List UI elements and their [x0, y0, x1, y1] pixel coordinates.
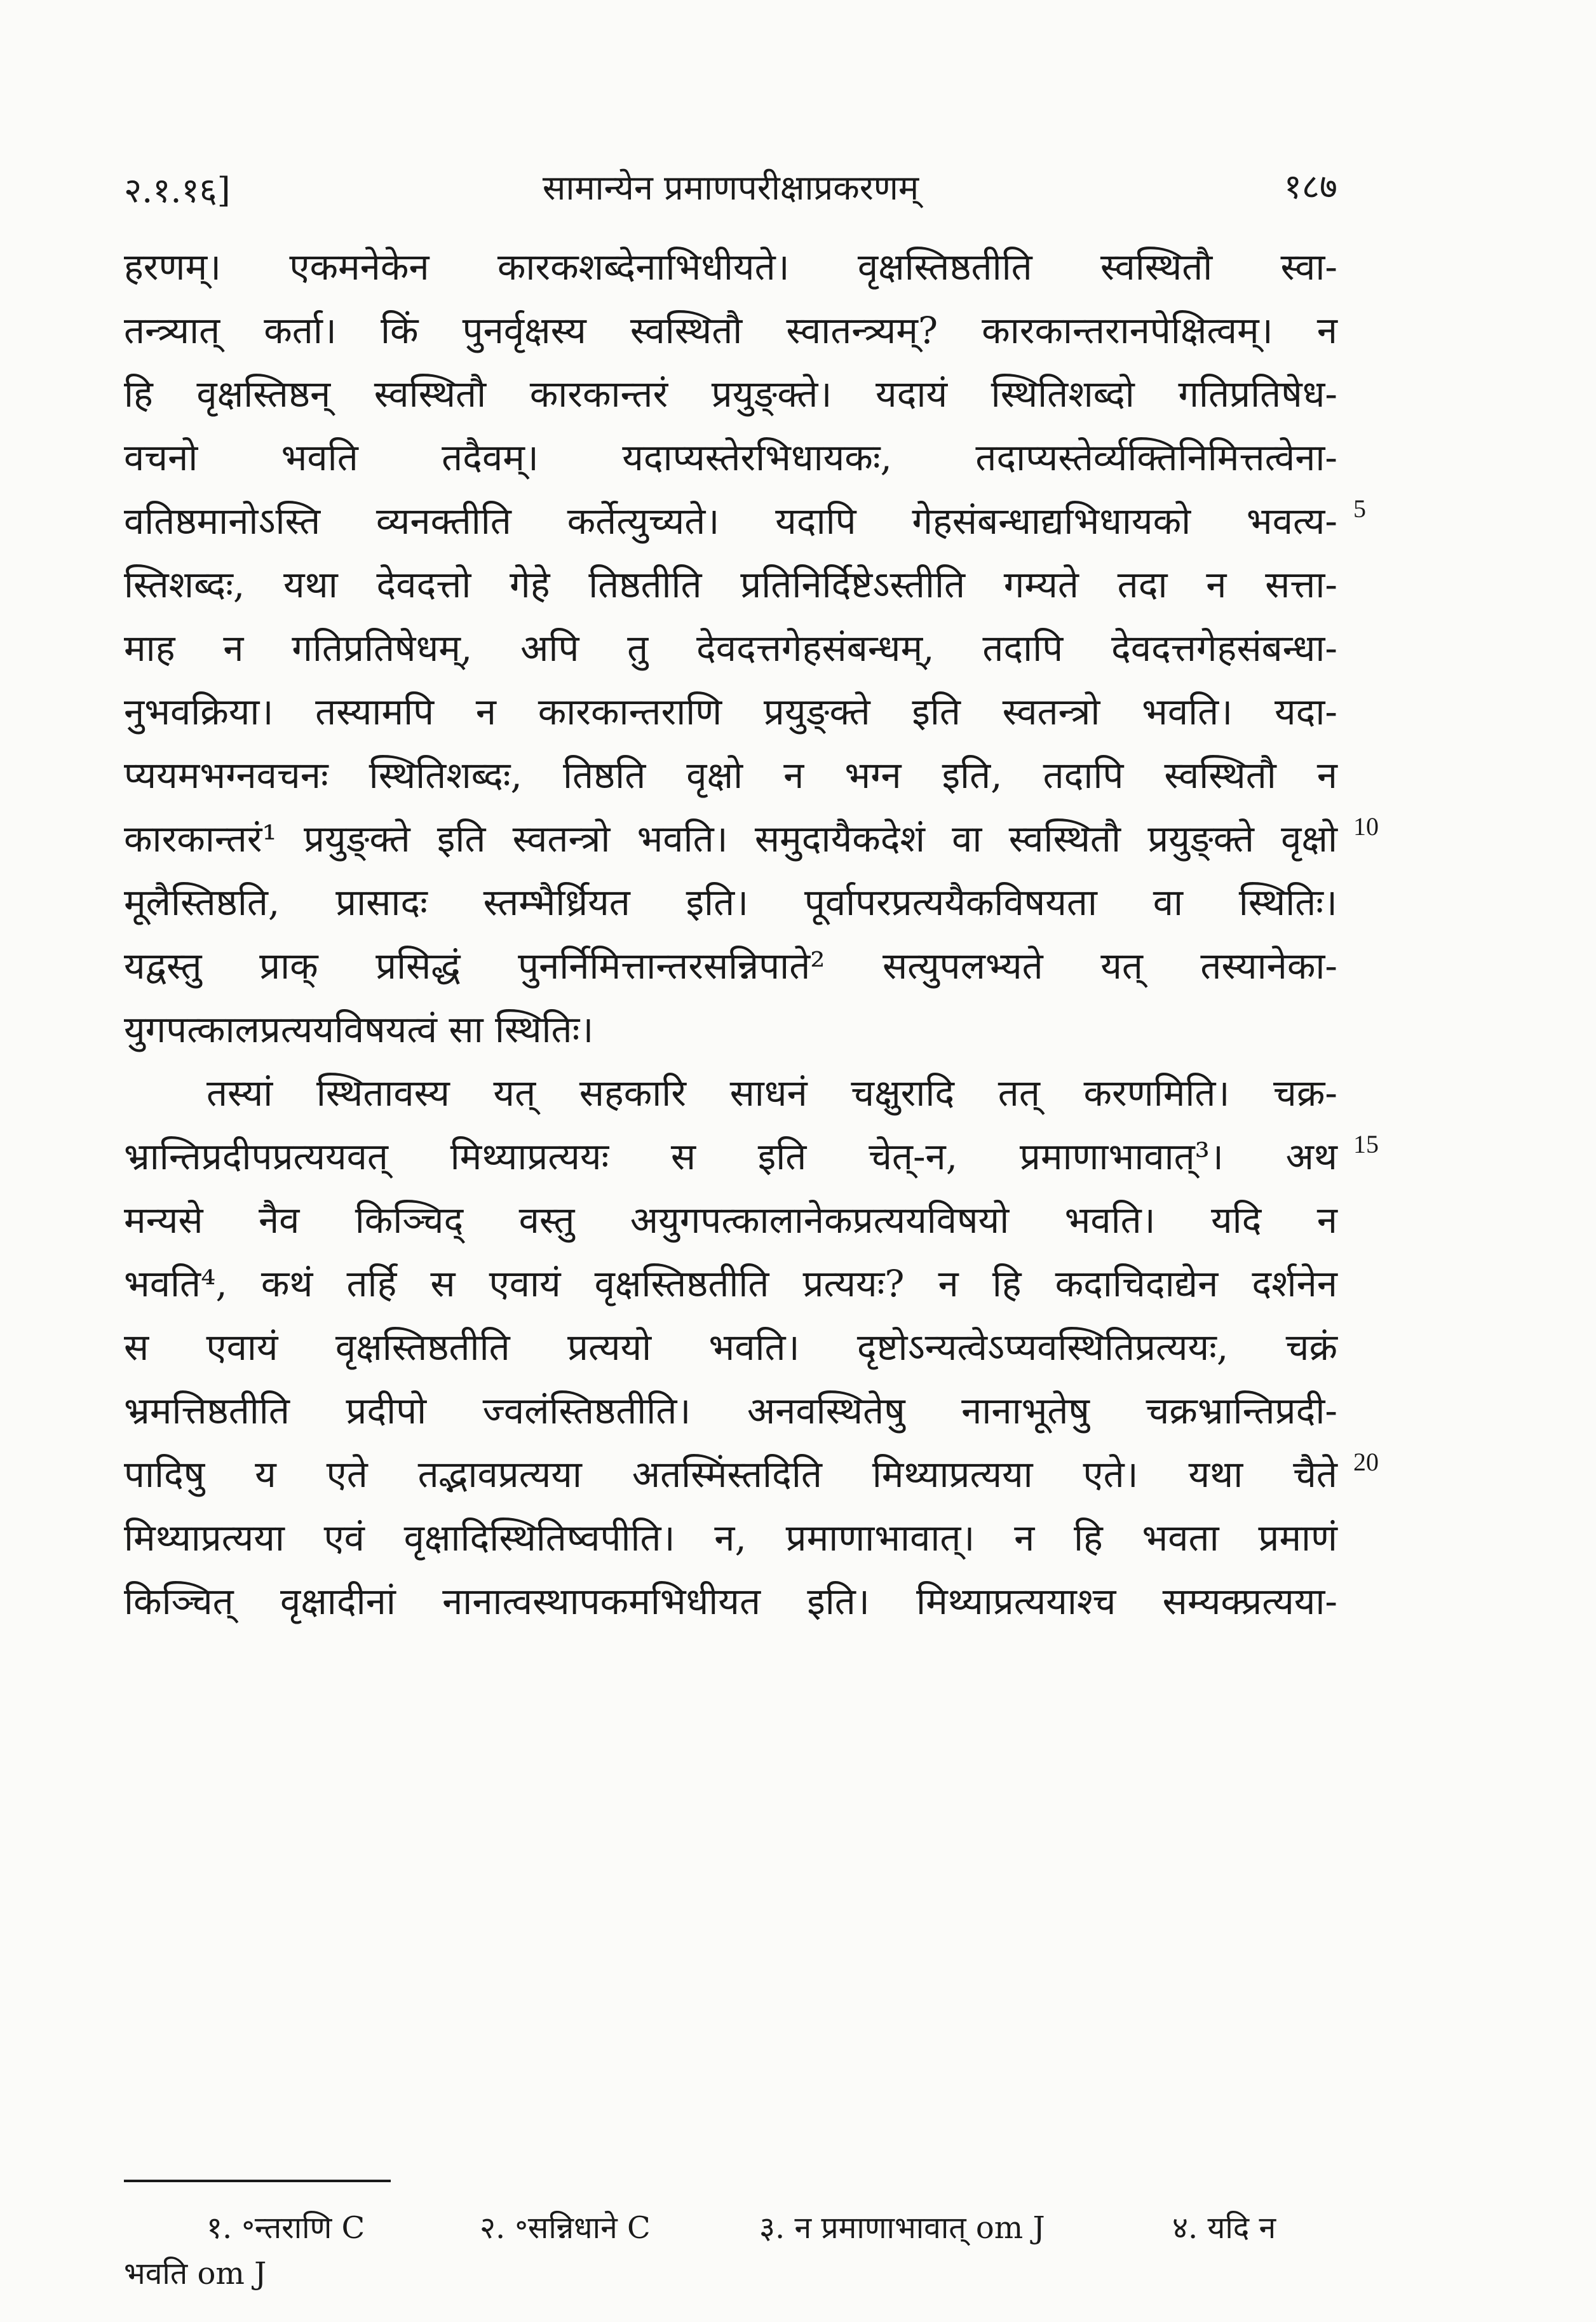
footnote-2: २. ॰सन्निधाने C	[480, 2210, 651, 2246]
running-title: सामान्येन प्रमाणपरीक्षाप्रकरणम्	[542, 168, 919, 208]
text-line-2: तन्त्र्यात् कर्ता। किं पुनर्वृक्षस्य स्वस्थितौ स्वातन्त्र्यम्? कारकान्तरानपेक्षित्वम्। न	[124, 309, 1337, 352]
text-line-22: किञ्चित् वृक्षादीनां नानात्वस्थापकमभिधीयत इति। मिथ्याप्रत्ययाश्च सम्यक्प्रत्यया-	[124, 1580, 1337, 1623]
text-line-8: नुभवक्रिया। तस्यामपि न कारकान्तराणि प्रयुङ्क्ते इति स्वतन्त्रो भवति। यदा-	[124, 690, 1337, 733]
footnote-3: ३. न प्रमाणाभावात् om J	[759, 2210, 1045, 2246]
text-line-11: मूलैस्तिष्ठति, प्रासादः स्तम्भैर्ध्रियत इति। पूर्वापरप्रत्ययैकविषयता वा स्थितिः।	[124, 881, 1337, 924]
footnote-4: ४. यदि न	[1172, 2210, 1276, 2246]
text-line-3: हि वृक्षस्तिष्ठन् स्वस्थितौ कारकान्तरं प्रयुङ्क्ते। यदायं स्थितिशब्दो गतिप्रतिषेध-	[124, 372, 1337, 416]
main-text	[124, 235, 1337, 1633]
text-line-9: प्ययमभग्नवचनः स्थितिशब्दः, तिष्ठति वृक्षो न भग्न इति, तदापि स्वस्थितौ न	[124, 754, 1337, 797]
running-header	[124, 159, 1337, 216]
footnote-row-1	[124, 2205, 1337, 2251]
text-line-4: वचनो भवति तदैवम्। यदाप्यस्तेरभिधायकः, तदाप्यस्तेर्व्यक्तिनिमित्तत्वेना-	[124, 436, 1337, 479]
line-number-10: 10	[1353, 812, 1379, 841]
text-line-17: भवति⁴, कथं तर्हि स एवायं वृक्षस्तिष्ठतीति प्रत्ययः? न हि कदाचिदाद्येन दर्शनेन	[124, 1262, 1337, 1305]
text-line-1: हरणम्। एकमनेकेन कारकशब्देनाभिधीयते। वृक्षस्तिष्ठतीति स्वस्थितौ स्वा-	[124, 245, 1337, 289]
text-line-6: स्तिशब्दः, यथा देवदत्तो गेहे तिष्ठतीति प्रतिनिर्दिष्टेऽस्तीति गम्यते तदा न सत्ता-	[124, 563, 1337, 606]
text-line-16: मन्यसे नैव किञ्चिद् वस्तु अयुगपत्कालानेकप्रत्ययविषयो भवति। यदि न	[124, 1198, 1337, 1242]
page-number: १८७	[1283, 166, 1337, 207]
text-line-14: तस्यां स्थितावस्य यत् सहकारि साधनं चक्षुरादि तत् करणमिति। चक्र-	[206, 1071, 1337, 1115]
footnote-row-2	[124, 2251, 1337, 2297]
footnotes	[124, 2205, 1337, 2297]
section-reference: २.१.१६]	[124, 170, 231, 210]
footnote-rule	[124, 2180, 391, 2182]
text-line-18: स एवायं वृक्षस्तिष्ठतीति प्रत्ययो भवति। दृष्टोऽन्यत्वेऽप्यवस्थितिप्रत्ययः, चक्रं	[124, 1326, 1337, 1369]
text-line-7: माह न गतिप्रतिषेधम्, अपि तु देवदत्तगेहसंबन्धम्, तदापि देवदत्तगेहसंबन्धा-	[124, 627, 1337, 670]
text-line-5: वतिष्ठमानोऽस्ति व्यनक्तीति कर्तेत्युच्यते। यदापि गेहसंबन्धाद्यभिधायको भवत्य-	[124, 499, 1337, 543]
line-number-15: 15	[1353, 1130, 1379, 1158]
text-line-13: युगपत्कालप्रत्ययविषयत्वं सा स्थितिः।	[124, 1008, 594, 1051]
text-line-15: भ्रान्तिप्रदीपप्रत्ययवत् मिथ्याप्रत्ययः स इति चेत्-न, प्रमाणाभावात्³। अथ	[124, 1135, 1337, 1178]
text-line-19: भ्रमत्तिष्ठतीति प्रदीपो ज्वलंस्तिष्ठतीति। अनवस्थितेषु नानाभूतेषु चक्रभ्रान्तिप्रदी-	[124, 1389, 1337, 1432]
text-line-20: पादिषु य एते तद्भावप्रत्यया अतस्मिंस्तदिति मिथ्याप्रत्यया एते। यथा चैते	[124, 1453, 1337, 1496]
line-number-20: 20	[1353, 1448, 1379, 1476]
text-line-12: यद्वस्तु प्राक् प्रसिद्धं पुनर्निमित्तान्तरसन्निपाते² सत्युपलभ्यते यत् तस्यानेका-	[124, 944, 1337, 988]
text-line-21: मिथ्याप्रत्यया एवं वृक्षादिस्थितिष्वपीति। न, प्रमाणाभावात्। न हि भवता प्रमाणं	[124, 1516, 1337, 1559]
line-number-5: 5	[1353, 494, 1366, 523]
footnote-1: १. ॰न्तराणि C	[206, 2210, 365, 2246]
footnote-4-continued: भवति om J	[124, 2256, 267, 2291]
text-line-10: कारकान्तरं¹ प्रयुङ्क्ते इति स्वतन्त्रो भवति। समुदायैकदेशं वा स्वस्थितौ प्रयुङ्क्ते वृक्षो	[124, 817, 1337, 860]
